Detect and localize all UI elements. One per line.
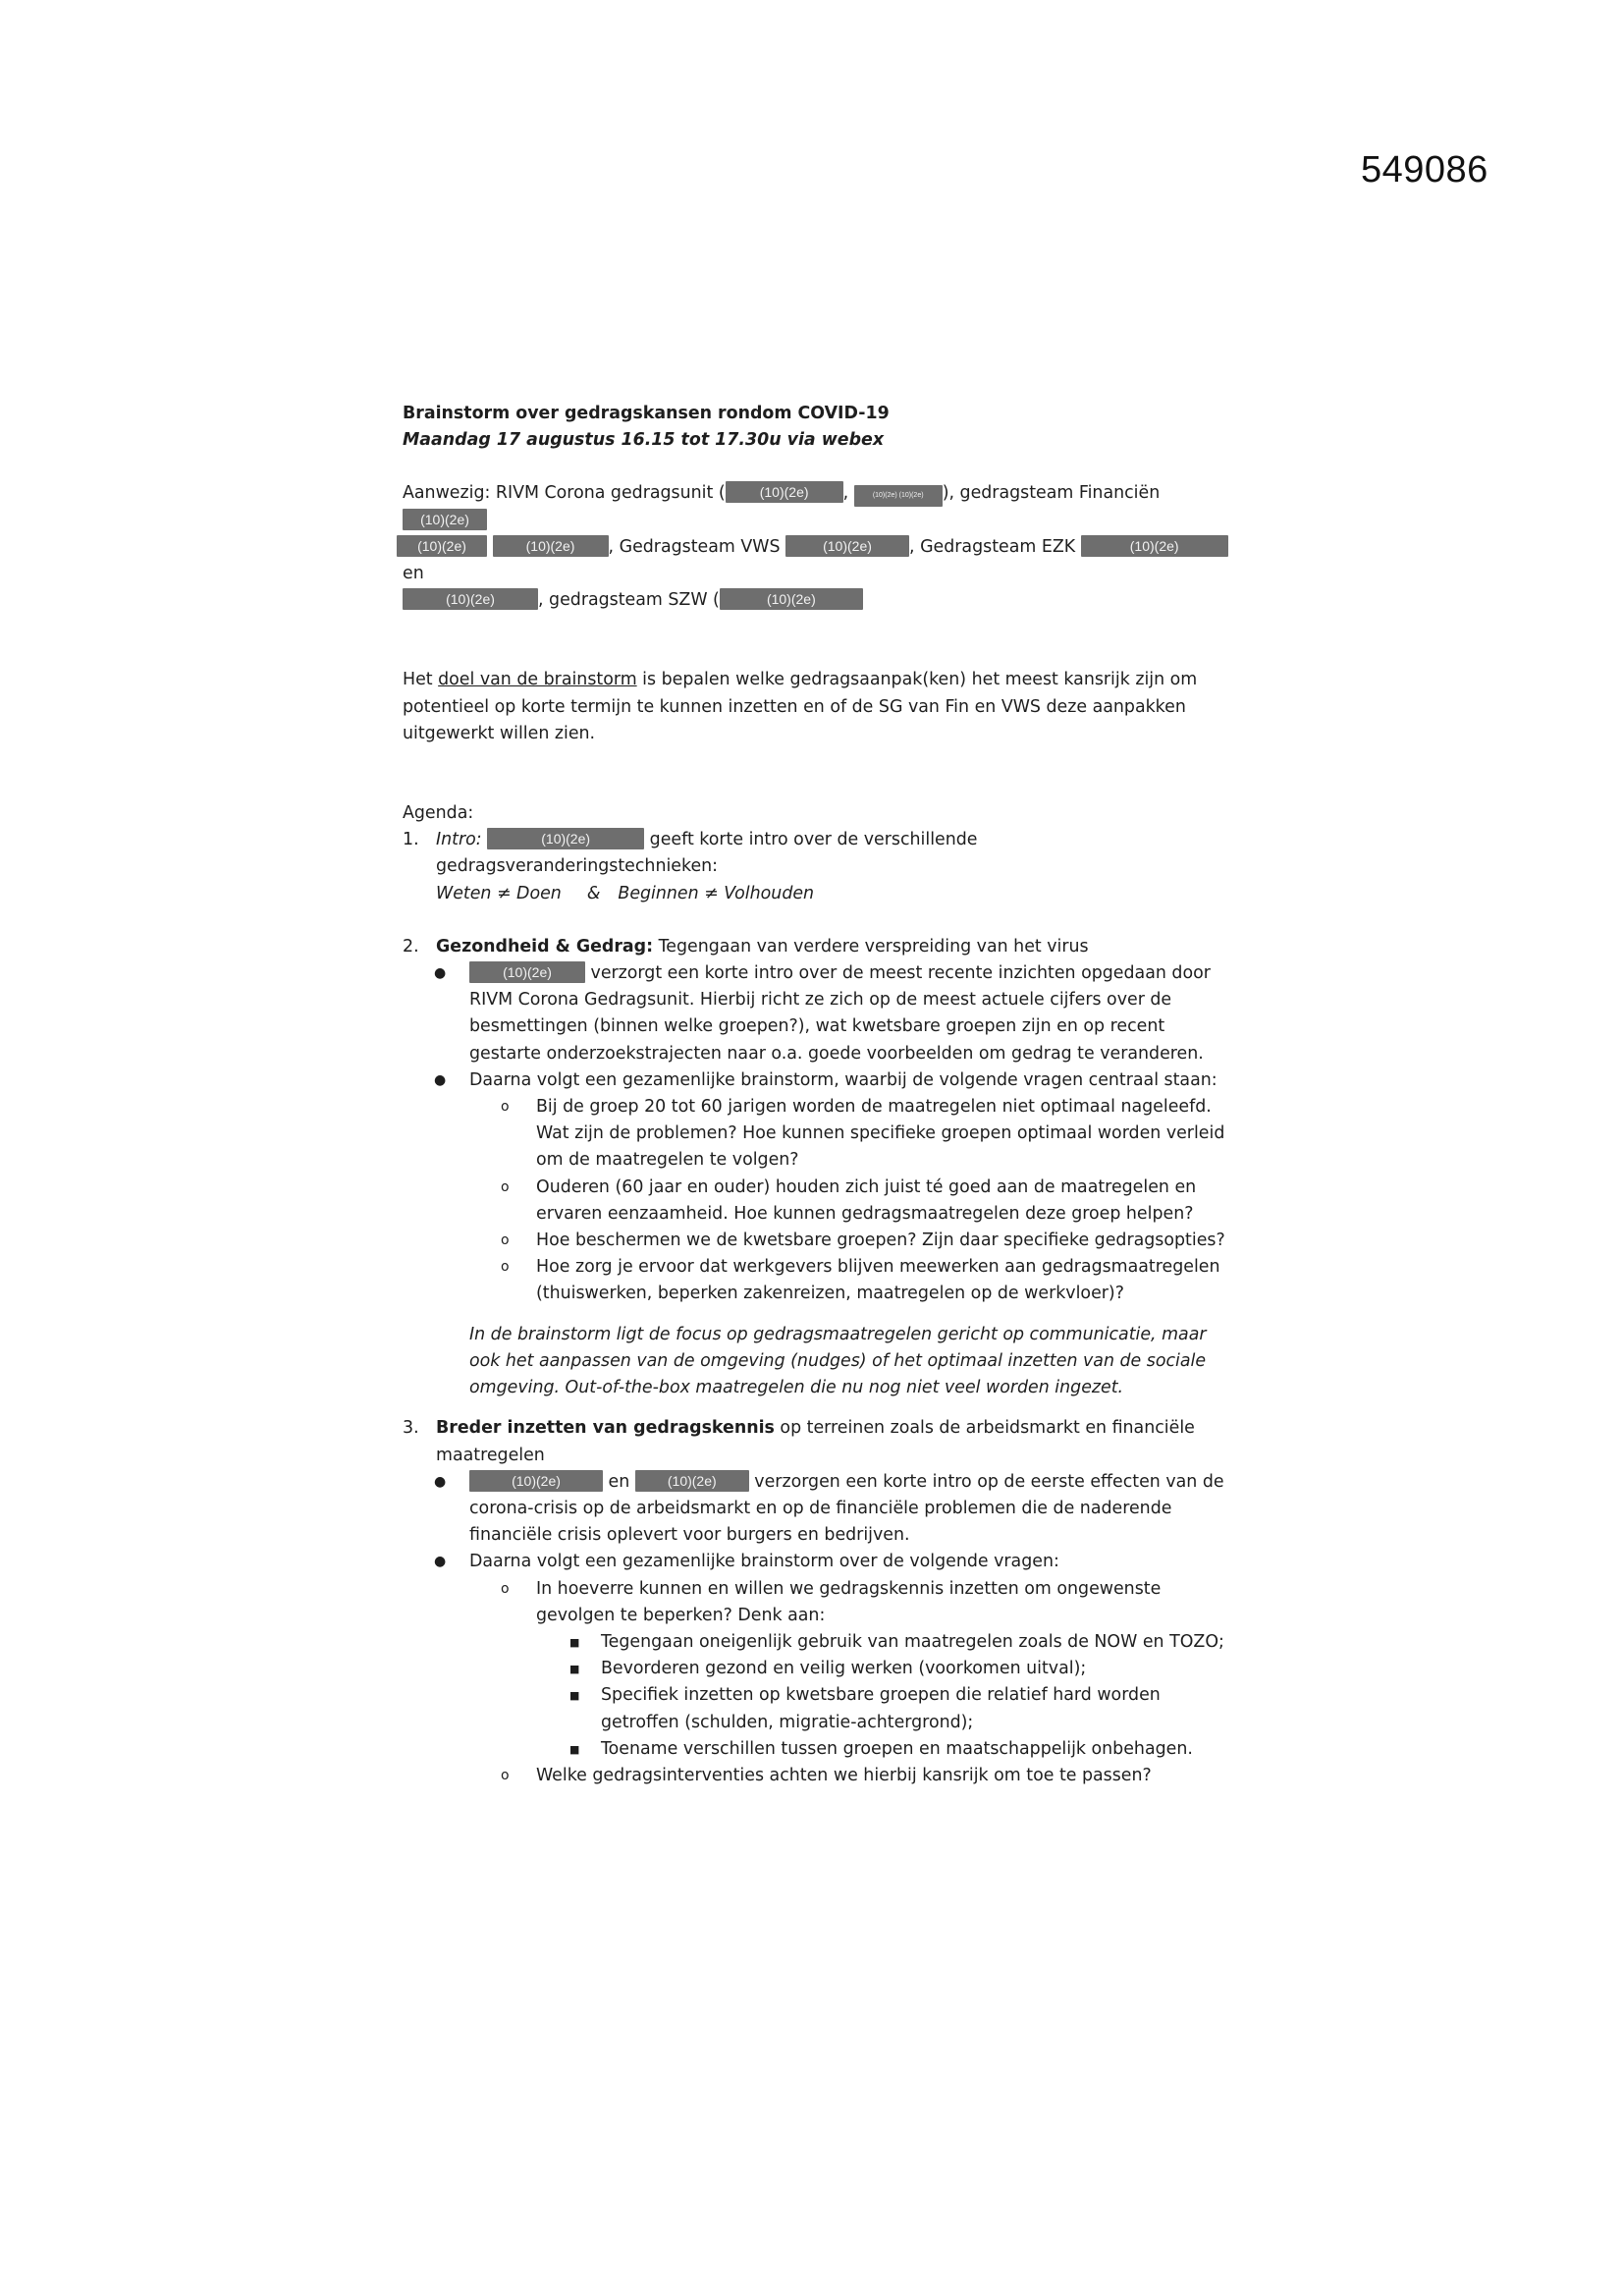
redaction-box: (10)(2e) <box>726 481 843 503</box>
attendees-text: , Gedragsteam EZK <box>909 536 1081 557</box>
circle-bullet-icon: o <box>501 1178 510 1195</box>
agenda-item-1 <box>403 827 1237 907</box>
goal-text: Het <box>403 670 439 690</box>
bullet-icon: ● <box>434 1473 447 1490</box>
question-item <box>403 1763 1237 1789</box>
bullet-text: verzorgt een korte intro over de meest recente inzichten opgedaan door RIVM Corona Gedragsunit. Hierbij richt ze zich op de meest actuele cijfers over de besmettingen (binnen welke groepen?), wat kwetsbare groepen zijn en op recent gestarte onderzoekstrajecten naar o.a. goede voorbeelden om gedrag te veranderen. <box>469 963 1211 1064</box>
item-number: 2. <box>403 936 419 957</box>
circle-bullet-icon: o <box>501 1259 510 1276</box>
redaction-box: (10)(2e) <box>397 535 487 557</box>
redaction-box: (10)(2e) <box>635 1470 749 1492</box>
square-bullet-icon: ■ <box>569 1635 580 1649</box>
bullet-item <box>403 1469 1237 1550</box>
redaction-box: (10)(2e) <box>469 961 585 983</box>
redaction-box: (10)(2e) (10)(2e) <box>854 485 943 507</box>
bullet-icon: ● <box>434 1554 447 1570</box>
document-number: 549086 <box>1361 149 1488 191</box>
attendees-text: , <box>842 483 854 504</box>
goal-underlined: doel van de brainstorm <box>438 670 637 690</box>
redaction-box: (10)(2e) <box>403 588 538 610</box>
question-text: Bij de groep 20 tot 60 jarigen worden de maatregelen niet optimaal nageleefd. Wat zijn de problemen? Hoe kunnen specifieke groepen optimaal worden verleid om de maatregelen te volgen? <box>536 1097 1225 1171</box>
item-text: op terreinen zoals de arbeidsmarkt en financiële maatregelen <box>436 1418 1195 1465</box>
circle-bullet-icon: o <box>501 1580 510 1597</box>
item-text: Tegengaan van verdere verspreiding van het virus <box>653 936 1089 957</box>
circle-bullet-icon: o <box>501 1767 510 1783</box>
agenda-item-3 <box>403 1415 1237 1468</box>
principle-sep: & <box>586 883 601 903</box>
document-body <box>403 401 1237 1789</box>
brainstorm-note: In de brainstorm ligt de focus op gedragsmaatregelen gericht op communicatie, maar ook het aanpassen van de omgeving (nudges) of het optimaal inzetten van de sociale omgeving. Out-of-the-box maatregelen die nu nog niet veel worden ingezet. <box>469 1324 1207 1398</box>
agenda-label: Agenda: <box>403 803 474 824</box>
question-text: Hoe zorg je ervoor dat werkgevers blijven meewerken aan gedragsmaatregelen (thuiswerken, beperken zakenreizen, maatregelen op de werkvloer)? <box>536 1257 1220 1304</box>
attendees-text: , gedragsteam SZW ( <box>538 590 720 611</box>
agenda-item-2 <box>403 934 1237 960</box>
question-item <box>403 1094 1237 1175</box>
question-text: Ouderen (60 jaar en ouder) houden zich juist té goed aan de maatregelen en ervaren eenzaamheid. Hoe kunnen gedragsmaatregelen deze groep helpen? <box>536 1176 1197 1224</box>
bullet-icon: ● <box>434 965 447 982</box>
redaction-box: (10)(2e) <box>493 535 609 557</box>
sub-item <box>403 1736 1237 1763</box>
principle-1: Weten ≠ Doen <box>436 883 562 903</box>
item-number: 1. <box>403 830 419 850</box>
item-lead: Intro: <box>436 830 482 850</box>
question-item <box>403 1576 1237 1629</box>
item-heading: Breder inzetten van gedragskennis <box>436 1418 775 1439</box>
bullet-text: en <box>603 1471 635 1492</box>
document-title: Brainstorm over gedragskansen rondom COVID-19 <box>403 404 890 423</box>
redaction-box: (10)(2e) <box>720 588 863 610</box>
square-bullet-icon: ■ <box>569 1663 580 1676</box>
sub-item-text: Toename verschillen tussen groepen en maatschappelijk onbehagen. <box>601 1738 1193 1759</box>
attendees <box>403 480 1237 614</box>
redaction-box: (10)(2e) <box>403 509 487 530</box>
redaction-box: (10)(2e) <box>1081 535 1228 557</box>
square-bullet-icon: ■ <box>569 1742 580 1756</box>
redaction-box: (10)(2e) <box>487 828 644 849</box>
question-text: Welke gedragsinterventies achten we hierbij kansrijk om toe te passen? <box>536 1765 1152 1785</box>
question-text: In hoeverre kunnen en willen we gedragskennis inzetten om ongewenste gevolgen te beperken? Denk aan: <box>536 1578 1162 1625</box>
sub-item-text: Tegengaan oneigenlijk gebruik van maatregelen zoals de NOW en TOZO; <box>601 1631 1224 1652</box>
sub-item-text: Bevorderen gezond en veilig werken (voorkomen uitval); <box>601 1659 1087 1679</box>
bullet-item <box>403 1549 1237 1575</box>
item-text: geeft korte intro over de verschillende gedragsveranderingstechnieken: <box>436 830 978 877</box>
attendees-text: en <box>403 564 424 584</box>
attendees-text: Aanwezig: RIVM Corona gedragsunit ( <box>403 483 726 504</box>
circle-bullet-icon: o <box>501 1232 510 1249</box>
question-item <box>403 1228 1237 1254</box>
goal-text: is bepalen welke gedragsaanpak(ken) het meest kansrijk zijn om potentieel op korte termijn te kunnen inzetten en of de SG van Fin en VWS deze aanpakken uitgewerkt willen zien. <box>403 670 1198 743</box>
principle-2: Beginnen ≠ Volhouden <box>618 883 815 903</box>
question-item <box>403 1175 1237 1228</box>
sub-item <box>403 1682 1237 1735</box>
redaction-box: (10)(2e) <box>469 1470 603 1492</box>
square-bullet-icon: ■ <box>569 1689 580 1703</box>
redaction-box: (10)(2e) <box>785 535 909 557</box>
question-item <box>403 1254 1237 1307</box>
item-number: 3. <box>403 1418 419 1439</box>
attendees-text: ), gedragsteam Financiën <box>942 483 1161 504</box>
bullet-text: Daarna volgt een gezamenlijke brainstorm, waarbij de volgende vragen centraal staan: <box>469 1069 1217 1090</box>
bullet-item <box>403 1067 1237 1094</box>
item-heading: Gezondheid & Gedrag: <box>436 936 654 957</box>
bullet-text: verzorgen een korte intro op de eerste effecten van de corona-crisis op de arbeidsmarkt en op de financiële problemen die de naderende financiële crisis oplevert voor burgers en bedrijven. <box>469 1471 1224 1546</box>
sub-item-text: Specifiek inzetten op kwetsbare groepen die relatief hard worden getroffen (schulden, migratie-achtergrond); <box>601 1685 1161 1732</box>
meeting-date: Maandag 17 augustus 16.15 tot 17.30u via webex <box>403 430 885 451</box>
bullet-text: Daarna volgt een gezamenlijke brainstorm over de volgende vragen: <box>469 1552 1059 1572</box>
sub-item <box>403 1656 1237 1682</box>
bullet-item <box>403 960 1237 1067</box>
attendees-text: , Gedragsteam VWS <box>608 536 786 557</box>
sub-item <box>403 1629 1237 1656</box>
goal-paragraph <box>403 667 1237 747</box>
circle-bullet-icon: o <box>501 1099 510 1116</box>
bullet-icon: ● <box>434 1071 447 1088</box>
question-text: Hoe beschermen we de kwetsbare groepen? Zijn daar specifieke gedragsopties? <box>536 1230 1225 1251</box>
